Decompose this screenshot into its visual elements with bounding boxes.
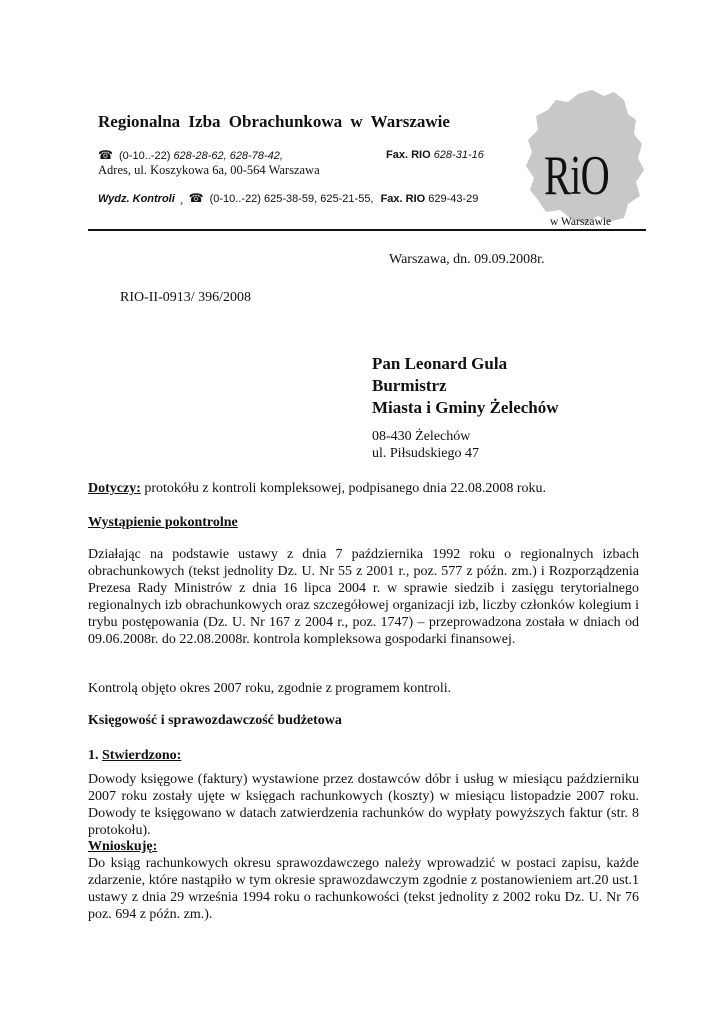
addressee-office: Miasta i Gminy Żelechów — [372, 398, 559, 417]
logo-subtitle: w Warszawie — [550, 216, 612, 228]
item-label: Stwierdzono: — [102, 748, 182, 763]
section-title: Księgowość i sprawozdawczość budżetowa — [88, 713, 342, 728]
department-fax-label: Fax. RIO — [380, 193, 426, 205]
fax-number: 628-31-16 — [433, 149, 484, 161]
recommendation-label: Wnioskuję: — [88, 839, 158, 854]
phone-line — [98, 148, 484, 163]
paragraph-recommendation: Do ksiąg rachunkowych okresu sprawozdawczego należy wprowadzić w postaci zapisu, każde zdarzenie, które nastąpiło w tym okresie sprawozdawczym zgodnie z postanowieniem art.20 ust.1 ustawy z dnia 29 września 1994 roku o rachunkowości (tekst jednolity z 2002 roku Dz. U. Nr 76 poz. 694 z późn. zm.). — [88, 856, 639, 922]
addressee-name: Pan Leonard Gula — [372, 354, 508, 373]
department-line: Wydz. Kontroli ¸ ☎ (0-10..-22) 625-38-59, 625-21-55, Fax. RIO 629-43-29 — [98, 191, 479, 205]
address-line: Adres, ul. Koszykowa 6a, 00-564 Warszawa — [98, 163, 320, 177]
department-label: Wydz. Kontroli — [98, 193, 175, 205]
addressee-title: Burmistrz — [372, 376, 447, 395]
date-line: Warszawa, dn. 09.09.2008r. — [389, 252, 545, 267]
paragraph-findings: Dowody księgowe (faktury) wystawione przez dostawców dóbr i usług w miesiącu październiku 2007 roku zostały ujęte w księgach rachunkowych (koszty) w miesiącu listopadzie 2007 roku. Dowody te księgowano w datach zatwierdzenia rachunków do wypłaty powyższych faktur (str. 8 protokołu). — [88, 772, 639, 838]
header-divider — [88, 229, 646, 231]
phone-prefix: (0-10..-22) — [119, 150, 171, 162]
phone-numbers: 628-28-62, 628-78-42, — [173, 150, 283, 162]
rio-logo — [520, 86, 650, 232]
addressee-address — [372, 428, 479, 462]
fax-label: Fax. RIO — [386, 149, 431, 161]
reference-number: RIO-II-0913/ 396/2008 — [120, 290, 252, 305]
fax-group — [386, 148, 484, 162]
organization-name: Regionalna Izba Obrachunkowa w Warszawie — [98, 112, 450, 131]
department-phones: (0-10..-22) 625-38-59, 625-21-55, — [209, 193, 374, 205]
subject-label: Dotyczy: — [88, 481, 141, 496]
addressee-block — [372, 353, 559, 419]
subject-text: protokółu z kontroli kompleksowej, podpisanego dnia 22.08.2008 roku. — [140, 481, 547, 496]
paragraph-legal-basis: Działając na podstawie ustawy z dnia 7 października 1992 roku o regionalnych izbach obrachunkowych (tekst jednolity Dz. U. Nr 55 z 2001 r., poz. 577 z późn. zm.) i Rozporządzenia Prezesa Rady Ministrów z dnia 16 lipca 2004 r. w sprawie siedzib i zasięgu terytorialnego regionalnych izb obrachunkowych oraz szczegółowej organizacji izb, liczby członków kolegium i trybu postępowania (Dz. U. Nr 167 z 2004 r., poz. 1747) – przeprowadzona została w dniach od 09.06.2008r. do 22.08.2008r. kontrola kompleksowa gospodarki finansowej. — [88, 547, 639, 647]
item-1-heading — [88, 747, 181, 764]
subject-line — [88, 480, 648, 497]
department-fax-number: 629-43-29 — [428, 193, 479, 205]
logo-text: RiO — [544, 145, 610, 207]
telephone-icon: ☎ — [188, 191, 204, 205]
paragraph-scope: Kontrolą objęto okres 2007 roku, zgodnie z programem kontroli. — [88, 681, 452, 696]
address-street: ul. Piłsudskiego 47 — [372, 446, 479, 461]
letter-heading: Wystąpienie pokontrolne — [88, 515, 238, 530]
item-number: 1. — [88, 748, 99, 763]
telephone-icon: ☎ — [98, 148, 113, 162]
address-postal: 08-430 Żelechów — [372, 429, 471, 444]
